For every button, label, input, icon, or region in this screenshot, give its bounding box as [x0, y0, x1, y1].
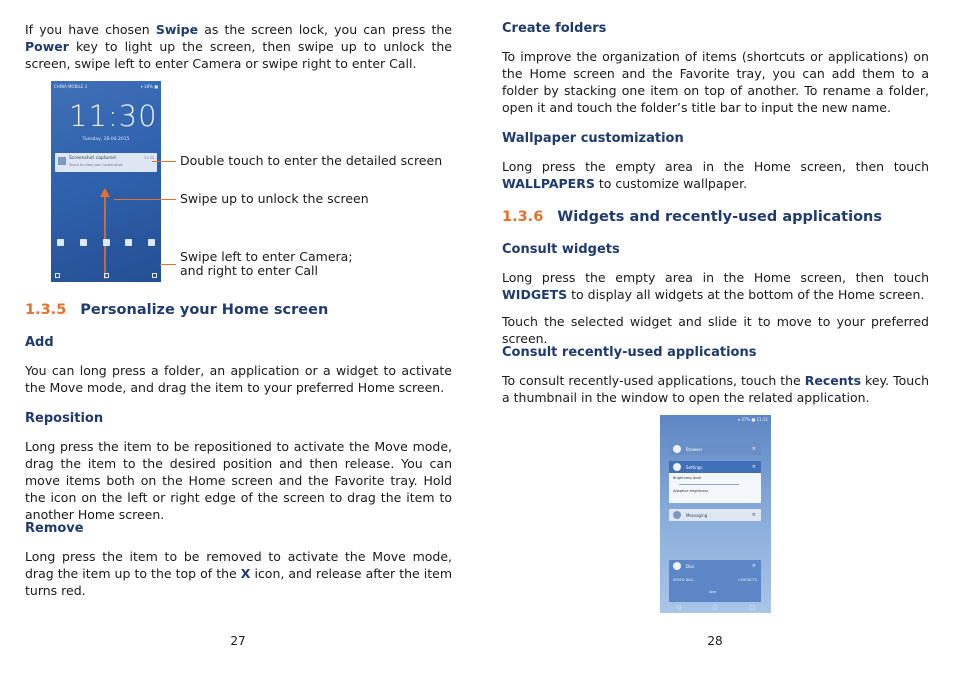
notification-title: Screenshot captured — [69, 156, 116, 161]
section-title: Personalize your Home screen — [80, 302, 329, 318]
carrier-label: CHINA MOBILE 3 — [54, 84, 88, 89]
phone-icon — [673, 562, 681, 570]
widgets-text-1: Long press the empty area in the Home screen, then touch — [502, 270, 929, 285]
wallpaper-paragraph — [502, 158, 929, 192]
create-folders-paragraph: To improve the organization of items (shortcuts or applications) on the Home screen and the Favorite tray, you can add them to a folder by stacking one item on top of another. To rename a folder, open it and touch the folder’s title bar to input the new name. — [502, 49, 929, 115]
heading-consult-recent: Consult recently-used applications — [502, 345, 757, 360]
intro-keyword-power: Power — [25, 39, 69, 54]
lockscreen-shortcut-row — [57, 239, 155, 246]
page-number: 28 — [707, 634, 723, 648]
heading-add: Add — [25, 335, 54, 350]
close-icon: × — [751, 563, 756, 569]
reposition-paragraph: Long press the item to be repositioned to activate the Move mode, drag the item to the desired position and then release. You can move items both on the Home screen and the Favorite tray. Hold the icon on the left or right edge of the screen to drag the item to another Home screen. — [25, 439, 452, 522]
remove-paragraph — [25, 548, 452, 599]
contacts-label: CONTACTS — [738, 578, 757, 582]
recent-card-header — [669, 560, 761, 572]
notification-time: 11:30 — [143, 156, 154, 160]
close-icon: × — [751, 446, 756, 452]
widgets-move-paragraph: Touch the selected widget and slide it to move to your preferred screen. — [502, 314, 929, 346]
recent-card-dial — [669, 560, 761, 602]
settings-row-adaptive: Adaptive brightness — [673, 489, 709, 493]
contact-name: Alex — [709, 590, 717, 594]
recent-card-header — [669, 443, 761, 455]
leader-line-3 — [160, 264, 176, 265]
leader-line-1 — [152, 161, 176, 162]
section-number: 1.3.6 — [502, 209, 544, 225]
recent-card-header — [669, 509, 761, 521]
wallpaper-text-1: Long press the empty area in the Home screen, then touch — [502, 159, 929, 174]
annotation-line-2: and right to enter Call — [180, 263, 319, 278]
annotation-swipe-left-right — [180, 250, 353, 278]
lockscreen-notification — [55, 153, 157, 172]
recent-card-settings — [669, 461, 761, 503]
wallpaper-keyword: WALLPAPERS — [502, 176, 595, 191]
heading-remove: Remove — [25, 521, 84, 536]
messaging-icon — [673, 511, 681, 519]
lockscreen-status-bar — [54, 84, 158, 89]
heading-reposition: Reposition — [25, 411, 104, 426]
swipe-up-arrow-icon — [99, 187, 111, 279]
widgets-keyword: WIDGETS — [502, 287, 568, 302]
intro-keyword-swipe: Swipe — [155, 22, 199, 37]
add-paragraph: You can long press a folder, an application or a widget to activate the Move mode, and drag the item to your preferred Home screen. — [25, 363, 452, 395]
section-heading-1-3-5 — [25, 302, 452, 318]
section-heading-1-3-6 — [502, 209, 929, 225]
music-icon — [80, 239, 87, 246]
brightness-slider — [679, 484, 739, 485]
recent-keyword: Recents — [804, 373, 862, 388]
intro-text-3: key to light up the screen, then swipe up to unlock the screen, swipe left to enter Camera or swipe right to enter Call. — [25, 39, 452, 71]
remove-text-1: Long press the item to be removed to activate the Move mode, drag the item up to the top of the — [25, 549, 452, 581]
intro-text-1: If you have chosen — [25, 22, 156, 37]
consult-recent-paragraph — [502, 372, 929, 406]
section-number: 1.3.5 — [25, 302, 67, 318]
remove-text-2: icon, and release after the item turns red. — [25, 566, 452, 598]
recent-card-messaging — [669, 509, 761, 521]
speed-dial-label: SPEED DIAL — [673, 578, 694, 582]
card-title-settings: Settings — [686, 465, 703, 470]
phone-icon — [55, 273, 60, 278]
settings-icon — [673, 463, 681, 471]
leader-line-2 — [114, 199, 176, 200]
notification-subtitle: Touch to view your screenshot. — [69, 163, 124, 167]
heading-wallpaper: Wallpaper customization — [502, 131, 684, 146]
contact-card-icon — [125, 239, 132, 246]
recent-card-header — [669, 461, 761, 473]
lockscreen-image — [51, 81, 161, 282]
lockscreen-clock: 11:30 — [69, 99, 158, 133]
screenshot-icon — [58, 157, 66, 165]
browser-icon — [673, 445, 681, 453]
section-title: Widgets and recently-used applications — [557, 209, 883, 225]
card-title-browser: Browser — [686, 447, 703, 452]
card-title-messaging: Messaging — [686, 513, 708, 518]
status-icons: ▾ 38% ■ — [140, 84, 158, 89]
home-icon: ○ — [712, 604, 718, 611]
settings-row-brightness: Brightness level — [673, 476, 702, 480]
remove-keyword-x: X — [240, 566, 251, 581]
lockscreen-bottom-bar — [55, 273, 157, 278]
recents-screen-image — [660, 415, 771, 613]
camera-icon — [103, 239, 110, 246]
close-icon: × — [751, 464, 756, 470]
lockscreen-date: Tuesday, 28.04.2015 — [82, 137, 130, 142]
annotation-swipe-up: Swipe up to unlock the screen — [180, 191, 369, 206]
settings-preview — [669, 473, 761, 503]
recent-text-1: To consult recently-used applications, touch the — [502, 373, 805, 388]
wallpaper-text-2: to customize wallpaper. — [594, 176, 748, 191]
annotation-line-1: Swipe left to enter Camera; — [180, 249, 353, 264]
heading-create-folders: Create folders — [502, 21, 607, 36]
intro-text-2: as the screen lock, you can press the — [198, 22, 452, 37]
intro-paragraph — [25, 21, 452, 72]
close-icon: × — [751, 512, 756, 518]
lock-icon — [104, 273, 109, 278]
heading-consult-widgets: Consult widgets — [502, 242, 620, 257]
qr-scan-icon — [148, 239, 155, 246]
consult-widgets-paragraph — [502, 269, 929, 303]
widgets-text-2: to display all widgets at the bottom of the Home screen. — [567, 287, 925, 302]
recent-card-browser — [669, 443, 761, 455]
recent-text-2: key. Touch a thumbnail in the window to open the related application. — [502, 373, 929, 405]
back-icon: ◁ — [675, 604, 681, 611]
card-title-dial: Dial — [686, 564, 694, 569]
recents-icon: □ — [749, 604, 756, 611]
annotation-double-touch: Double touch to enter the detailed screen — [180, 153, 443, 168]
page-number: 27 — [230, 634, 246, 648]
recents-status-bar: ▾ 37% ■ 11:31 — [737, 417, 768, 422]
recents-nav-bar — [660, 604, 771, 611]
calculator-icon — [57, 239, 64, 246]
camera-small-icon — [152, 273, 157, 278]
dial-preview — [669, 572, 761, 594]
